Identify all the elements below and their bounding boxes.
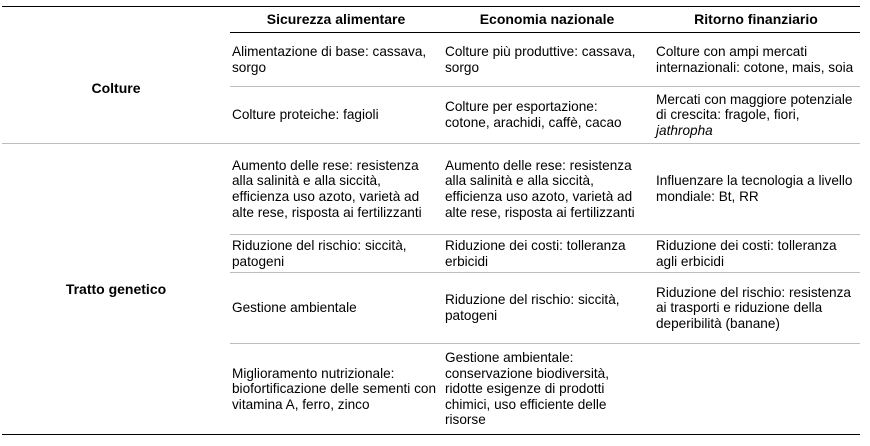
group-label-colture: Colture [91, 80, 141, 96]
table-cell: Aumento delle rese: resistenza alla salinità e alla siccità, efficienza uso azoto, varietà ad alte rese, risposta ai fertilizzanti [232, 157, 422, 220]
italic-crop-name: jathropha [656, 122, 713, 138]
table-cell: Miglioramento nutrizionale: biofortificazione delle sementi con vitamina A, ferro, zinco [232, 365, 437, 412]
table-cell: Gestione ambientale: conservazione biodiversità, ridotte esigenze di prodotti chimici, uso efficiente delle risorse [445, 350, 609, 428]
header-sicurezza-alimentare: Sicurezza alimentare [266, 11, 406, 27]
table-cell: Aumento delle rese: resistenza alla salinità e alla siccità, efficienza uso azoto, varietà ad alte rese, risposta ai fertilizzanti [445, 157, 635, 220]
table-cell: Influenzare la tecnologia a livello mondiale: Bt, RR [656, 173, 853, 204]
table-cell: Colture più produttive: cassava, sorgo [445, 43, 636, 75]
table-cell: Riduzione del rischio: resistenza ai trasporti e riduzione della deperibilità (banane) [656, 284, 851, 331]
table-cell: Alimentazione di base: cassava, sorgo [232, 43, 427, 75]
table-cell: Riduzione del rischio: siccità, patogeni [232, 237, 407, 269]
table-cell: Riduzione dei costi: tolleranza erbicidi [445, 237, 626, 269]
table-cell: Riduzione dei costi: tolleranza agli erbicidi [656, 237, 837, 269]
table-cell [656, 344, 856, 434]
table-cell: Riduzione del rischio: siccità, patogeni [445, 292, 620, 323]
table-cell: Mercati con maggiore potenziale di crescita: fragole, fiori, jathropha [656, 91, 853, 138]
group-label-tratto-genetico: Tratto genetico [65, 281, 167, 297]
header-ritorno-finanziario: Ritorno finanziario [694, 11, 818, 27]
table-cell: Colture con ampi mercati internazionali: cotone, mais, soia [656, 43, 854, 75]
bottom-rule [2, 434, 860, 435]
table-cell: Gestione ambientale [232, 300, 357, 316]
table-cell: Colture per esportazione: cotone, arachidi, caffè, cacao [445, 99, 622, 130]
header-economia-nazionale: Economia nazionale [479, 11, 615, 27]
table-cell: Colture proteiche: fagioli [232, 107, 379, 123]
